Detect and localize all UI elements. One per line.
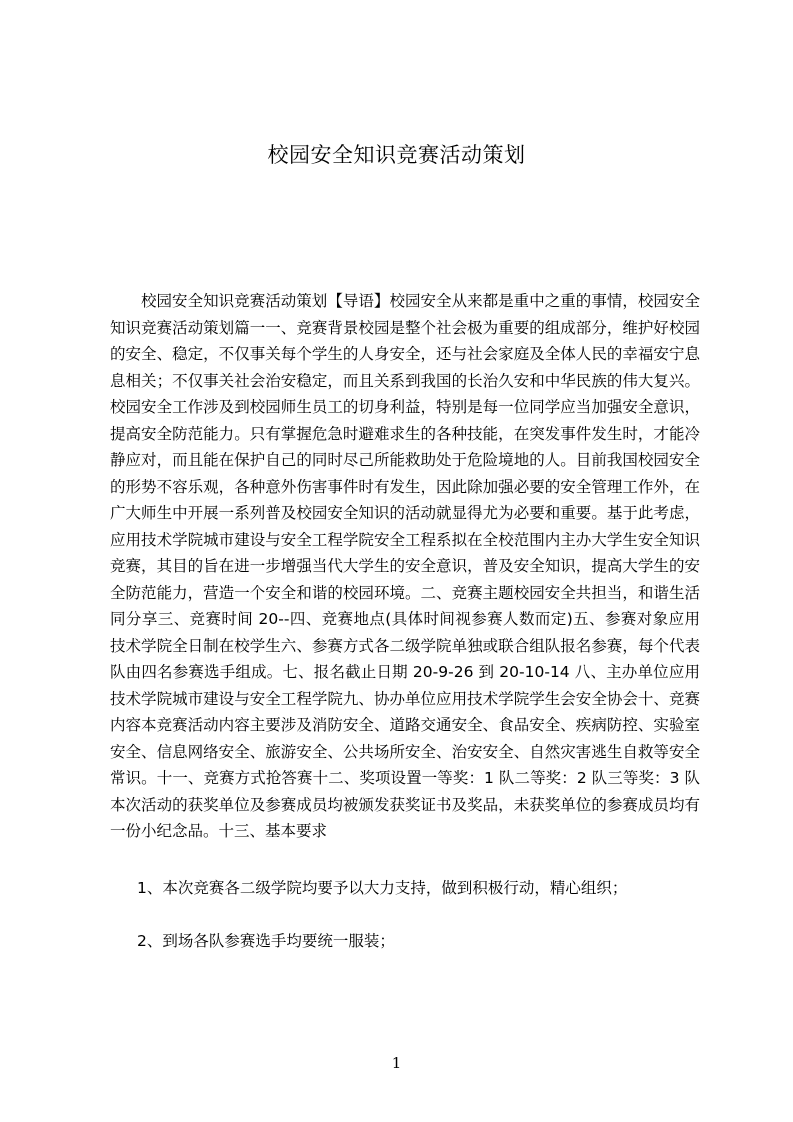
page-number: 1: [391, 1054, 402, 1072]
document-title: 校园安全知识竞赛活动策划: [267, 143, 526, 167]
requirement-item: 2、到场各队参赛选手均要统一服装；: [137, 932, 395, 950]
body-paragraph: 校园安全知识竞赛活动策划【导语】校园安全从来都是重中之重的事情，校园安全知识竞赛活动策划篇一一、竞赛背景校园是整个社会极为重要的组成部分，维护好校园的安全、稳定，不仅事关每个学生的人身安全，还与社会家庭及全体人民的幸福安宁息息相关；不仅事关社会治安稳定，而且关系到我国的长治久安和中华民族的伟大复兴。校园安全工作涉及到校园师生员工的切身利益，特别是每一位同学应当加强安全意识，提高安全防范能力。只有掌握危急时避难求生的各种技能，在突发事件发生时，才能冷静应对，而且能在保护自己的同时尽己所能救助处于危险境地的人。目前我国校园安全的形势不容乐观，各种意外伤害事件时有发生，因此除加强必要的安全管理工作外，在广大师生中开展一系列普及校园安全知识的活动就显得尤为必要和重要。基于此考虑，应用技术学院城市建设与安全工程学院安全工程系拟在全校范围内主办大学生安全知识竞赛，其目的旨在进一步增强当代大学生的安全意识，普及安全知识，提高大学生的安全防范能力，营造一个安全和谐的校园环境。二、竞赛主题校园安全共担当，和谐生活同分享三、竞赛时间 20--四、竞赛地点(具体时间视参赛人数而定)五、参赛对象应用技术学院全日制在校学生六、参赛方式各二级学院单独或联合组队报名参赛，每个代表队由四名参赛选手组成。七、报名截止日期 20-9-26 到 20-10-14 八、主办单位应用技术学院城市建设与安全工程学院九、协办单位应用技术学院学生会安全协会十、竞赛内容本竞赛活动内容主要涉及消防安全、道路交通安全、食品安全、疾病防控、实验室安全、信息网络安全、旅游安全、公共场所安全、治安安全、自然灾害逃生自救等安全常识。十一、竞赛方式抢答赛十二、奖项设置一等奖：1 队二等奖：2 队三等奖：3 队本次活动的获奖单位及参赛成员均被颁发获奖证书及奖品，未获奖单位的参赛成员均有一份小纪念品。十三、基本要求: [110, 292, 700, 840]
requirement-item: 1、本次竞赛各二级学院均要予以大力支持，做到积极行动，精心组织；: [137, 879, 628, 897]
